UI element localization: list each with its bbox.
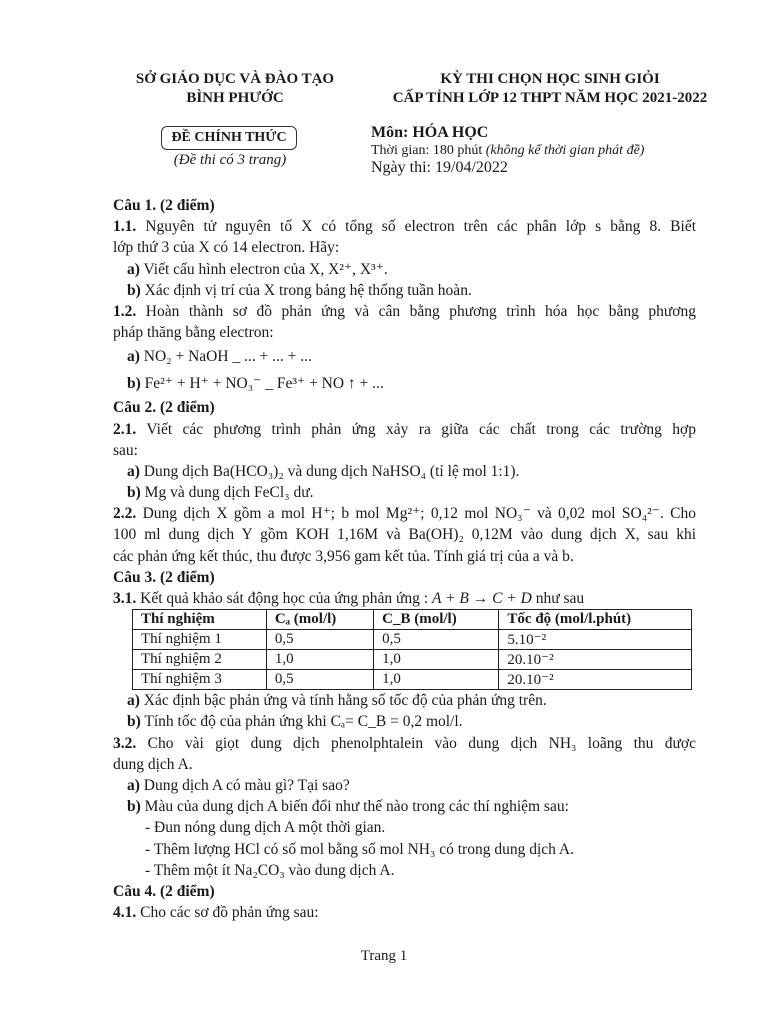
duration-text: Thời gian: 180 phút xyxy=(371,143,483,158)
table-row xyxy=(133,670,692,690)
table-header: Tốc độ (mol/l.phút) xyxy=(499,610,692,630)
table-header: Thí nghiệm xyxy=(133,610,267,630)
exam-level: CẤP TỈNH LỚP 12 THPT NĂM HỌC 2021-2022 xyxy=(392,90,708,106)
q3-2-label: 3.2. xyxy=(113,734,137,752)
q4-1-label: 4.1. xyxy=(113,904,137,922)
table-header-row xyxy=(133,610,692,630)
table-row xyxy=(133,650,692,670)
q1-2-label: 1.2. xyxy=(113,302,137,320)
equation-b: b) Fe²⁺ + H⁺ + NO₃⁻ _ Fe³⁺ + NO ↑ + ... xyxy=(127,375,384,393)
q2-1a: a) Dung dịch Ba(HCO₃)₂ và dung dịch NaHSO₄ (tỉ lệ mol 1:1). xyxy=(127,462,520,480)
q3-1-label: 3.1. xyxy=(113,590,137,607)
table-row xyxy=(133,630,692,650)
q2-1-line1 xyxy=(113,419,696,440)
q2-1-text: Viết các phương trình phản ứng xảy ra giữa các chất trong các trường hợp xyxy=(146,420,696,438)
q3-1-tail: như sau xyxy=(535,590,585,607)
q3-1b: b) Tính tốc độ của phản ứng khi Cₐ= C_B = 0,2 mol/l. xyxy=(127,713,463,731)
q1-1a: a) Viết cấu hình electron của X, X²⁺, X³⁺. xyxy=(127,260,388,278)
q3-2-line1 xyxy=(113,733,696,754)
bullet-na2co3: - Thêm một ít Na₂CO₃ vào dung dịch A. xyxy=(145,861,395,879)
table-header: Cₐ (mol/l) xyxy=(266,610,373,630)
bullet-heat: - Đun nóng dung dịch A một thời gian. xyxy=(145,819,386,837)
exam-name: KỲ THI CHỌN HỌC SINH GIỎI xyxy=(440,71,660,87)
department-name: SỞ GIÁO DỤC VÀ ĐÀO TẠO xyxy=(135,71,335,87)
department-header xyxy=(120,70,350,108)
subject: Môn: HÓA HỌC xyxy=(371,124,489,141)
q3-1-line1 xyxy=(113,588,696,609)
q3-2b: b) Màu của dung dịch A biến đổi như thế nào trong các thí nghiệm sau: xyxy=(127,798,569,816)
table-cell: 1,0 xyxy=(266,650,373,670)
page-number: Trang 1 xyxy=(360,948,408,964)
q2-title: Câu 2. (2 điểm) xyxy=(113,399,215,417)
official-badge: ĐỀ CHÍNH THỨC xyxy=(161,126,297,150)
exam-content xyxy=(113,195,696,923)
q1-2-line2: pháp thăng bằng electron: xyxy=(113,324,274,342)
province-name: BÌNH PHƯỚC xyxy=(186,90,284,106)
table-cell: 0,5 xyxy=(374,630,499,650)
q2-2-line3: các phản ứng kết thúc, thu được 3,956 gam kết tủa. Tính giá trị của a và b. xyxy=(113,547,574,565)
table-cell: 0,5 xyxy=(266,670,373,690)
exam-header xyxy=(370,70,730,108)
kinetics-table xyxy=(132,609,692,690)
table-cell: Thí nghiệm 3 xyxy=(133,670,267,690)
table-cell: 5.10⁻² xyxy=(499,630,692,650)
table-cell: 20.10⁻² xyxy=(499,650,692,670)
q2-1-line2: sau: xyxy=(113,441,138,459)
exam-date: Ngày thi: 19/04/2022 xyxy=(371,159,508,176)
q1-1-line2: lớp thứ 3 của X có 14 electron. Hãy: xyxy=(113,239,340,257)
q3-1-text: Kết quả khảo sát động học của ứng phản ứng : xyxy=(140,590,429,607)
bullet-hcl: - Thêm lượng HCl có số mol bằng số mol NH₃ có trong dung dịch A. xyxy=(145,840,574,858)
q1-title: Câu 1. (2 điểm) xyxy=(113,197,215,214)
q1-1b: b) Xác định vị trí của X trong bảng hệ thống tuần hoàn. xyxy=(127,281,472,299)
q3-title: Câu 3. (2 điểm) xyxy=(113,568,215,586)
q2-2-label: 2.2. xyxy=(113,505,137,523)
q2-2-line1 xyxy=(113,503,696,524)
table-cell: Thí nghiệm 2 xyxy=(133,650,267,670)
q3-1a: a) Xác định bậc phản ứng và tính hằng số tốc độ của phản ứng trên. xyxy=(127,692,547,710)
duration xyxy=(371,143,644,159)
table-cell: 20.10⁻² xyxy=(499,670,692,690)
q1-2-text: Hoàn thành sơ đồ phản ứng và cân bằng phương trình hóa học bằng phương xyxy=(145,302,696,320)
table-cell: 0,5 xyxy=(266,630,373,650)
pages-note: (Đề thi có 3 trang) xyxy=(173,152,287,168)
q2-2-line2: 100 ml dung dịch Y gồm KOH 1,16M và Ba(OH)₂ 0,12M vào dung dịch X, sau khi xyxy=(113,526,696,544)
q3-2a: a) Dung dịch A có màu gì? Tại sao? xyxy=(127,776,350,794)
table-header: C_B (mol/l) xyxy=(374,610,499,630)
equation-a: a) NO₂ + NaOH _ ... + ... + ... xyxy=(127,348,312,366)
q4-1-text: Cho các sơ đồ phản ứng sau: xyxy=(140,904,319,922)
q3-2-line2: dung dịch A. xyxy=(113,755,193,773)
q2-2-text: Dung dịch X gồm a mol H⁺; b mol Mg²⁺; 0,12 mol NO₃⁻ và 0,02 mol SO₄²⁻. Cho xyxy=(142,505,697,523)
table-cell: Thí nghiệm 1 xyxy=(133,630,267,650)
q3-2-text: Cho vài giọt dung dịch phenolphtalein vào dung dịch NH₃ loãng thu được xyxy=(147,734,697,752)
q4-title: Câu 4. (2 điểm) xyxy=(113,882,215,900)
table-cell: 1,0 xyxy=(374,650,499,670)
q4-1-line1 xyxy=(113,902,696,923)
q2-1b: b) Mg và dung dịch FeCl₃ dư. xyxy=(127,484,314,502)
reaction-equation: A + B → C + D xyxy=(431,590,532,607)
q1-1-label: 1.1. xyxy=(113,218,137,236)
q1-1-text: Nguyên tử nguyên tố X có tổng số electron trên các phân lớp s bằng 8. Biết xyxy=(145,218,697,236)
table-cell: 1,0 xyxy=(374,670,499,690)
q2-1-label: 2.1. xyxy=(113,420,137,438)
duration-note: (không kể thời gian phát đề) xyxy=(485,143,645,158)
q1-1-line1 xyxy=(113,216,696,237)
q1-2-line1 xyxy=(113,301,696,322)
